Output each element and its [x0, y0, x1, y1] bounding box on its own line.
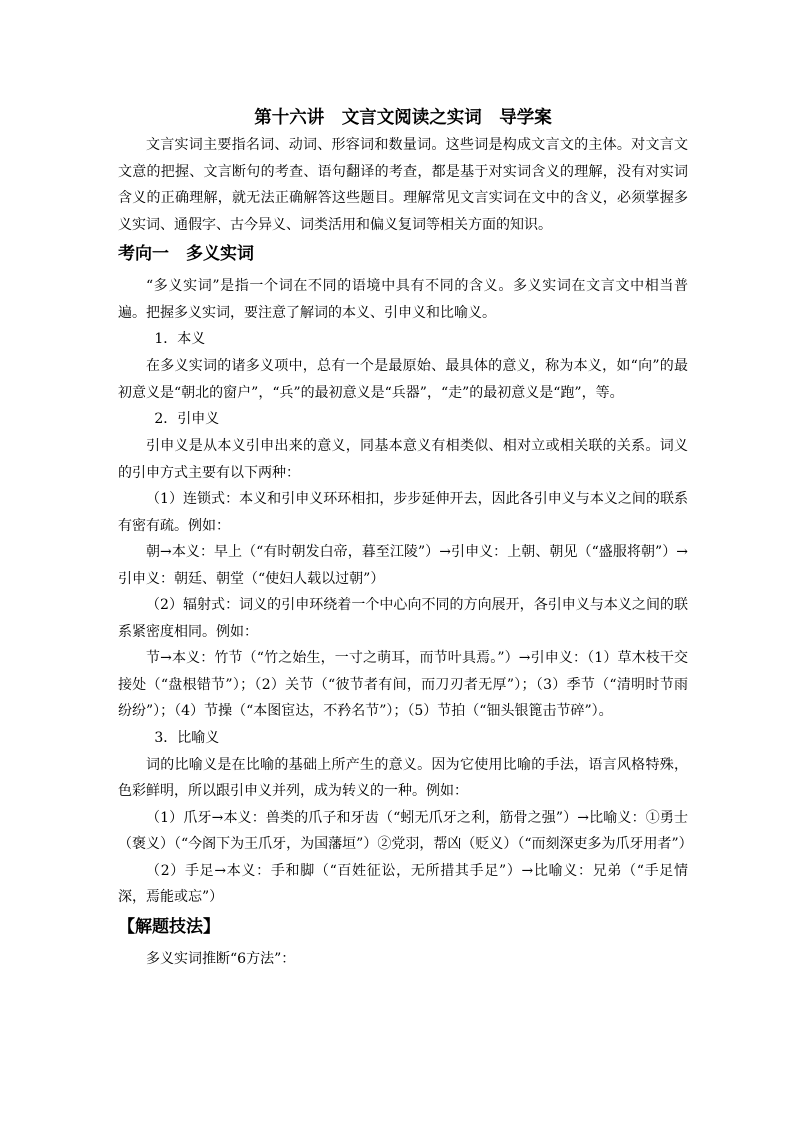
- example-shouzu-paragraph: （2）手足→本义：手和脚（“百姓征讼，无所措其手足”）→比喻义：兄弟（“手足情深，焉能或忘”）: [118, 862, 688, 905]
- radiating-type-paragraph: （2）辐射式：词义的引申环绕着一个中心向不同的方向展开，各引申义与本义之间的联系紧密度相同。例如：: [118, 597, 688, 640]
- metaphorical-meaning-paragraph: 词的比喻义是在比喻的基础上所产生的意义。因为它使用比喻的手法，语言风格特殊，色彩鲜明，所以跟引申义并列，成为转义的一种。例如：: [118, 756, 688, 799]
- section-heading-techniques: 【解题技法】: [118, 916, 220, 937]
- document-body: [118, 104, 693, 972]
- extended-meaning-paragraph: 引申义是从本义引申出来的意义，同基本意义有相类似、相对立或相关联的关系。词义的引申方式主要有以下两种：: [118, 438, 688, 481]
- chain-type-paragraph: （1）连锁式：本义和引申义环环相扣，步步延伸开去，因此各引申义与本义之间的联系有密有疏。例如：: [118, 491, 688, 534]
- example-jie-paragraph: 节→本义：竹节（“竹之始生，一寸之萌耳，而节叶具焉。”）→引申义：（1）草木枝干交接处（“盘根错节”）；（2）关节（“彼节者有间，而刀刃者无厚”）；（3）季节（“清明时节雨纷纷”）；（4）节操（“本图宦达，不矜名节”）；（5）节拍（“钿头银篦击节碎”）。: [118, 650, 688, 719]
- subheading-original-meaning: 1．本义: [154, 331, 206, 347]
- subheading-extended-meaning: 2．引申义: [154, 411, 220, 427]
- example-chao-paragraph: 朝→本义：早上（“有时朝发白帝，暮至江陵”）→引申义：上朝、朝见（“盛服将朝”）→引申义：朝廷、朝堂（“使妇人载以过朝”）: [118, 544, 688, 587]
- intro-paragraph: 文言实词主要指名词、动词、形容词和数量词。这些词是构成文言文的主体。对文言文文意的把握、文言断句的考查、语句翻译的考查，都是基于对实词含义的理解，没有对实词含义的正确理解，就无法正确解答这些题目。理解常见文言实词在文中的含义，必须掌握多义实词、通假字、古今异义、词类活用和偏义复词等相关方面的知识。: [118, 137, 688, 233]
- section-heading-polysemy: 考向一 多义实词: [118, 244, 254, 264]
- original-meaning-paragraph: 在多义实词的诸多义项中，总有一个是最原始、最具体的意义，称为本义，如“向”的最初意义是“朝北的窗户”，“兵”的最初意义是“兵器”，“走”的最初意义是“跑”，等。: [118, 358, 688, 401]
- subheading-metaphorical-meaning: 3．比喻义: [154, 729, 220, 746]
- polysemy-intro-paragraph: “多义实词”是指一个词在不同的语境中具有不同的含义。多义实词在文言文中相当普遍。把握多义实词，要注意了解词的本义、引申义和比喻义。: [118, 278, 688, 321]
- page-title: 第十六讲 文言文阅读之实词 导学案: [254, 108, 552, 128]
- methods-paragraph: 多义实词推断“6方法”：: [146, 950, 296, 967]
- example-zhuaya-paragraph: （1）爪牙→本义：兽类的爪子和牙齿（“蚓无爪牙之利，筋骨之强”）→比喻义：①勇士（褒义）（“今阁下为王爪牙，为国藩垣”）②党羽，帮凶（贬义）（“而刻深吏多为爪牙用者”）: [118, 809, 693, 852]
